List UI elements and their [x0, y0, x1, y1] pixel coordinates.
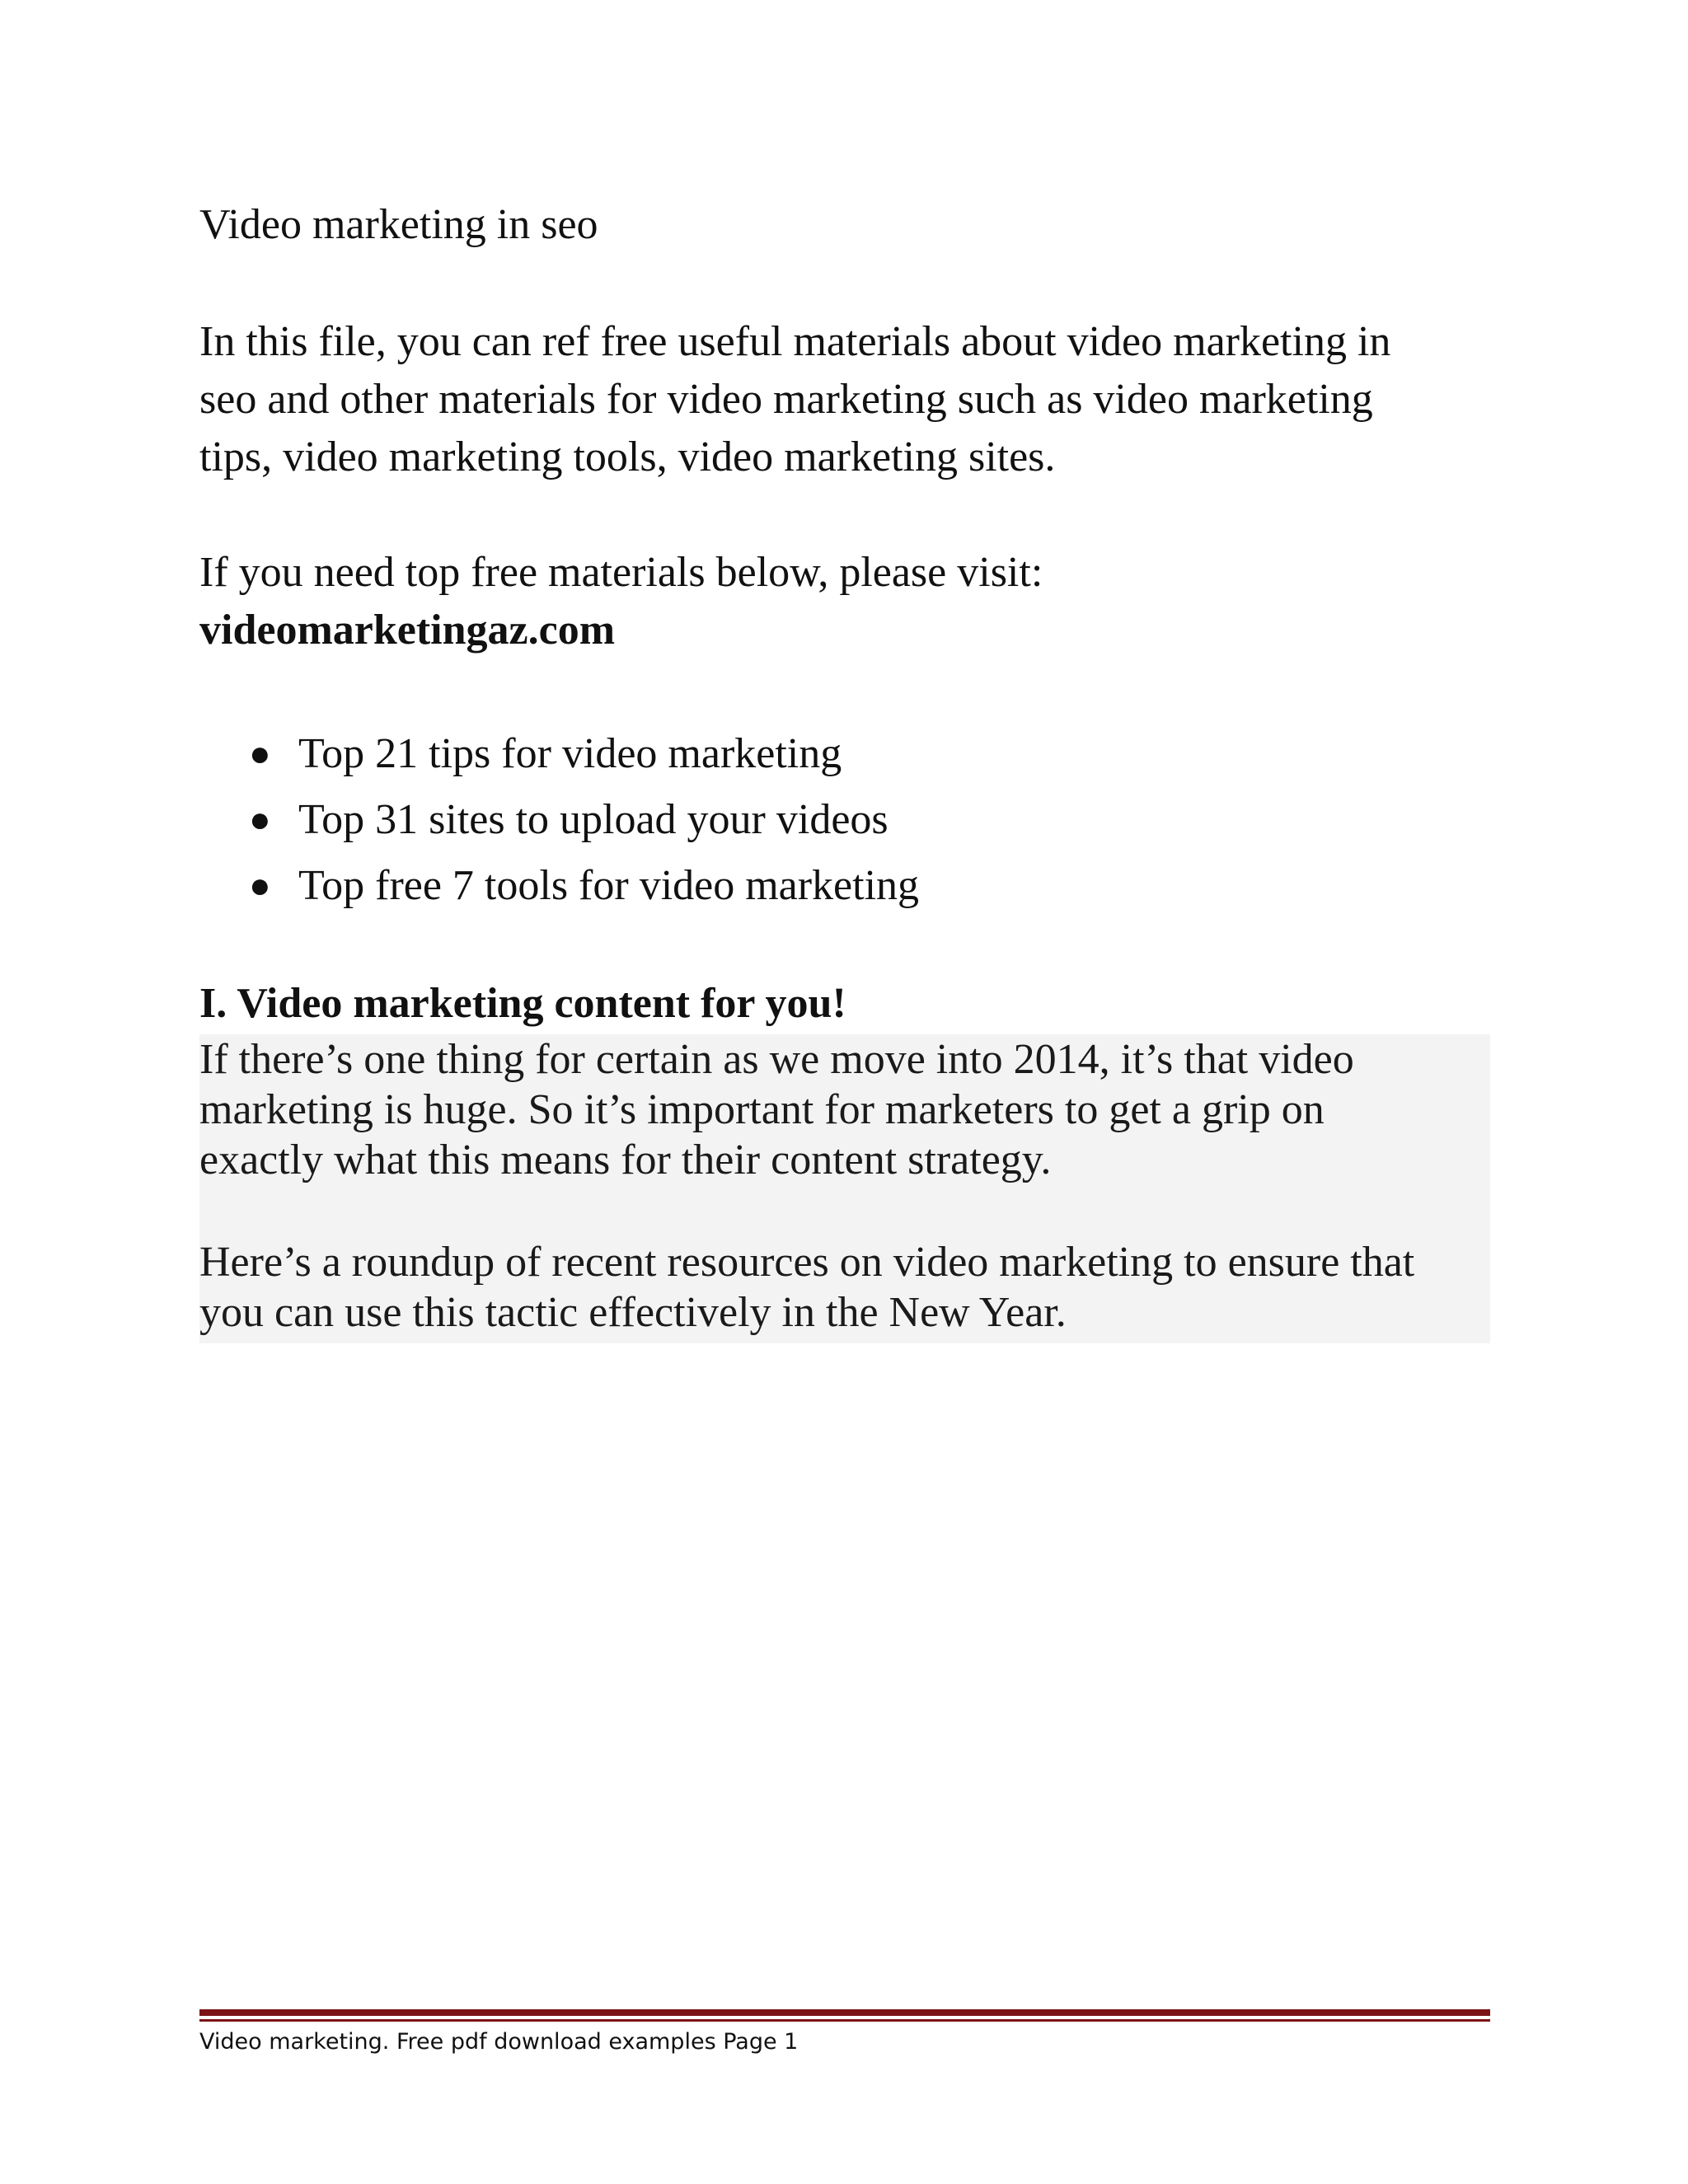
materials-bullet-list [199, 721, 919, 919]
visit-url: videomarketingaz.com [199, 607, 616, 654]
intro-line: seo and other materials for video marketing such as video marketing [199, 376, 1373, 423]
bullet-item [199, 853, 919, 919]
bullet-icon: ● [249, 799, 271, 840]
footer-text: Video marketing. Free pdf download examples Page 1 [199, 2029, 799, 2055]
visit-text: If you need top free materials below, please visit: [199, 549, 1043, 596]
bullet-icon: ● [249, 733, 271, 774]
bullet-text: Top 21 tips for video marketing [298, 730, 842, 777]
intro-line: In this file, you can ref free useful materials about video marketing in [199, 318, 1391, 365]
bullet-item [199, 721, 919, 787]
footer-divider-thin [199, 2019, 1490, 2022]
section-paragraph [199, 1237, 1490, 1338]
section-line: If there’s one thing for certain as we move into 2014, it’s that video [199, 1036, 1354, 1083]
section-paragraph [199, 1034, 1490, 1185]
bullet-icon: ● [249, 865, 271, 906]
intro-line: tips, video marketing tools, video marketing sites. [199, 434, 1056, 480]
footer-divider [199, 2009, 1490, 2016]
bullet-text: Top 31 sites to upload your videos [298, 796, 889, 843]
shaded-content-block [199, 1034, 1490, 1343]
section-line: Here’s a roundup of recent resources on video marketing to ensure that [199, 1239, 1415, 1286]
visit-paragraph [199, 544, 1485, 659]
intro-paragraph [199, 313, 1485, 486]
bullet-item [199, 787, 919, 853]
section-line: you can use this tactic effectively in the New Year. [199, 1289, 1067, 1336]
section-heading: I. Video marketing content for you! [199, 980, 846, 1027]
bullet-text: Top free 7 tools for video marketing [298, 862, 920, 909]
section-line: marketing is huge. So it’s important for marketers to get a grip on [199, 1086, 1325, 1133]
section-line: exactly what this means for their content strategy. [199, 1137, 1052, 1183]
document-title: Video marketing in seo [199, 201, 598, 248]
